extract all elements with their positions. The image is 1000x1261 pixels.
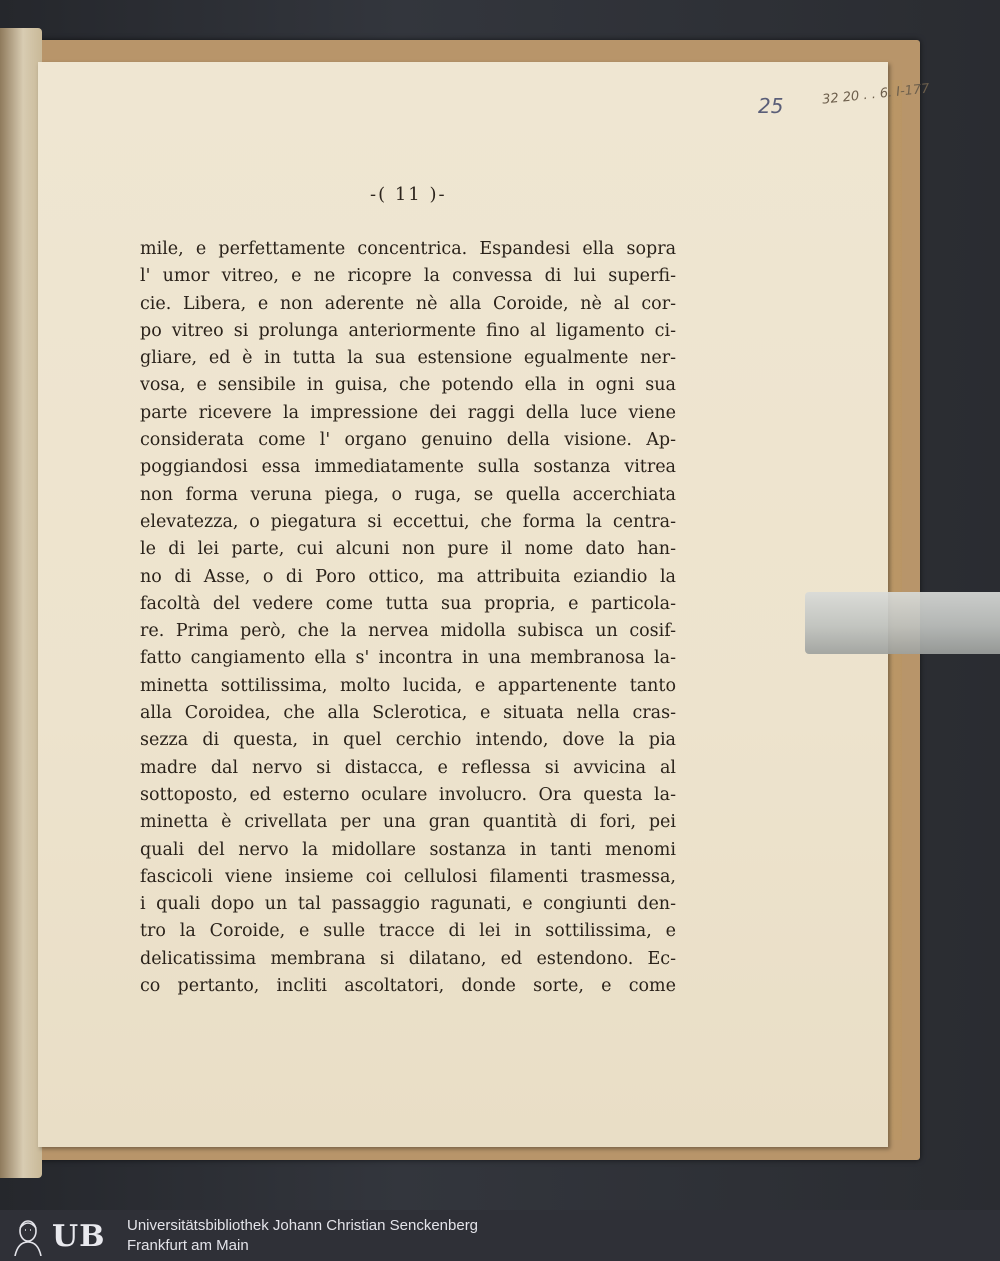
text-line: alla Coroidea, che alla Sclerotica, e situata nella cras- [140, 703, 676, 724]
text-line: sottoposto, ed esterno oculare involucro. Ora questa la- [140, 784, 676, 805]
left-page-edge [0, 28, 42, 1178]
text-line: le di lei parte, cui alcuni non pure il nome dato han- [140, 539, 676, 560]
page-number: -( 11 )- [370, 184, 447, 205]
pencil-annotation: 25 [758, 94, 784, 118]
text-line: po vitreo si prolunga anteriormente fino al ligamento ci- [140, 320, 676, 341]
text-line: sezza di questa, in quel cerchio intendo, dove la pia [140, 730, 676, 751]
pencil-annotation-shelfmark: 32 20 . . 6. I-177 [821, 81, 931, 108]
text-line: non forma veruna piega, o ruga, se quella accerchiata [140, 484, 676, 505]
library-location: Frankfurt am Main [127, 1237, 249, 1254]
text-line: l' umor vitreo, e ne ricopre la convessa di lui superfi- [140, 266, 676, 287]
text-line: minetta è crivellata per una gran quantità di fori, pei [140, 812, 676, 833]
text-body [140, 236, 676, 1000]
text-line: i quali dopo un tal passaggio ragunati, e congiunti den- [140, 894, 676, 915]
text-line: cie. Libera, e non aderente nè alla Coroide, nè al cor- [140, 293, 676, 314]
bookmark-strip [805, 592, 1000, 654]
text-line: parte ricevere la impressione dei raggi della luce viene [140, 402, 676, 423]
text-line: mile, e perfettamente concentrica. Espandesi ella sopra [140, 239, 676, 259]
text-line: delicatissima membrana si dilatano, ed estendono. Ec- [140, 948, 676, 969]
text-line: tro la Coroide, e sulle tracce di lei in sottilissima, e [140, 921, 676, 942]
text-line: no di Asse, o di Poro ottico, ma attribuita eziandio la [140, 566, 676, 587]
text-line: fascicoli viene insieme coi cellulosi filamenti trasmessa, [140, 866, 676, 887]
text-line: considerata come l' organo genuino della visione. Ap- [140, 430, 676, 451]
ub-logo[interactable] [10, 1216, 120, 1256]
logo-text: UB [52, 1218, 106, 1254]
library-footer [0, 1210, 1000, 1261]
text-line: fatto cangiamento ella s' incontra in una membranosa la- [140, 648, 676, 669]
text-line: re. Prima però, che la nervea midolla subisca un cosif- [140, 621, 676, 642]
text-line: facoltà del vedere come tutta sua propria, e particola- [140, 593, 676, 614]
text-line: quali del nervo la midollare sostanza in tanti menomi [140, 839, 676, 860]
text-line: gliare, ed è in tutta la sua estensione egualmente ner- [140, 348, 676, 369]
text-line: poggiandosi essa immediatamente sulla sostanza vitrea [140, 457, 676, 478]
library-name: Universitätsbibliothek Johann Christian Senckenberg [127, 1217, 479, 1234]
text-line: elevatezza, o piegatura si eccettui, che forma la centra- [140, 511, 676, 532]
text-line: minetta sottilissima, molto lucida, e appartenente tanto [140, 675, 676, 696]
text-line: vosa, e sensibile in guisa, che potendo ella in ogni sua [140, 375, 676, 396]
text-line: madre dal nervo si distacca, e reflessa si avvicina al [140, 757, 676, 778]
portrait-icon [10, 1216, 46, 1256]
text-line: co pertanto, incliti ascoltatori, donde sorte, e come [140, 976, 676, 997]
